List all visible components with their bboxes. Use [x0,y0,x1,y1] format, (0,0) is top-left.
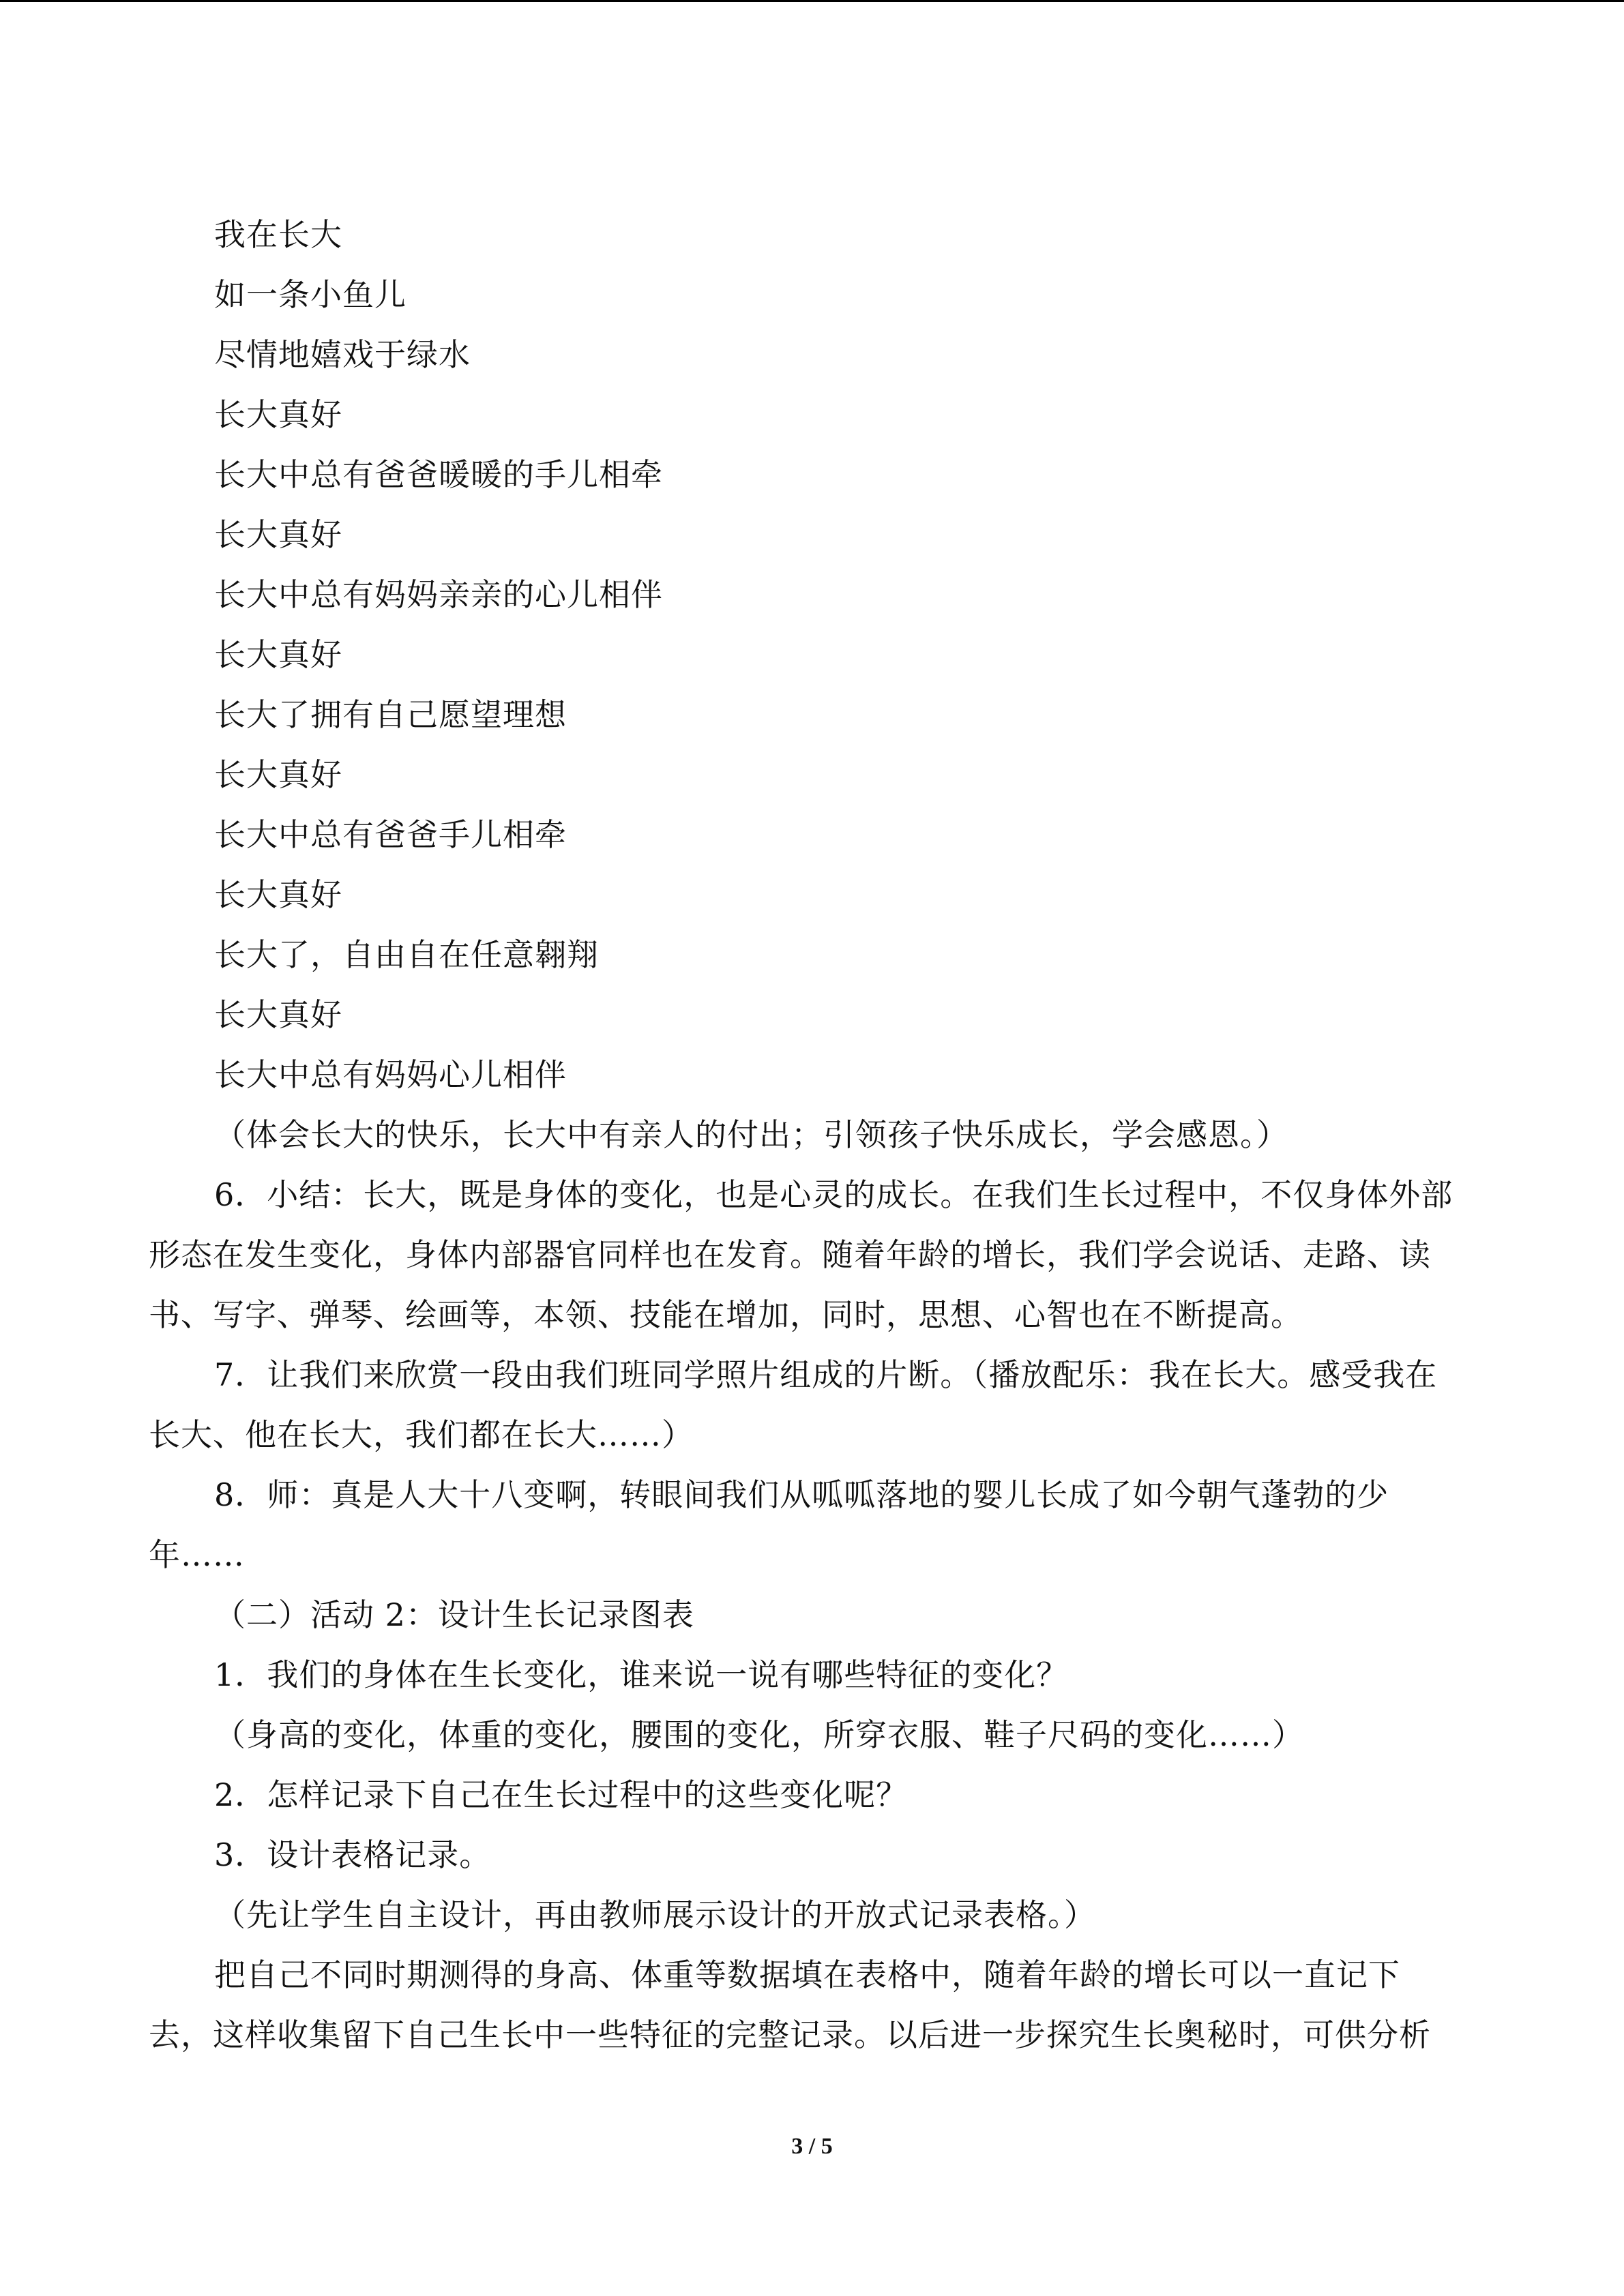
poem-line: 长大真好 [214,636,342,673]
poem-line: 长大真好 [214,876,342,913]
paragraph-line: 8．师：真是人大十八变啊，转眼间我们从呱呱落地的婴儿长成了如今朝气蓬勃的少 [214,1476,1389,1513]
paragraph-line: 年…… [149,1536,245,1573]
paragraph-line: （先让学生自主设计，再由教师展示设计的开放式记录表格。） [214,1896,1096,1933]
poem-line: 长大中总有爸爸手儿相牵 [214,816,567,853]
paragraph-line: （身高的变化，体重的变化，腰围的变化，所穿衣服、鞋子尺码的变化……） [214,1716,1304,1753]
document-body [149,205,1479,2065]
page-number: 3 / 5 [791,2134,833,2159]
poem-line: 长大中总有爸爸暖暖的手儿相牵 [214,456,663,493]
poem-line: 长大真好 [214,996,342,1033]
poem-line: 如一条小鱼儿 [214,276,407,313]
poem-line: 我在长大 [214,216,342,253]
paragraph-line: 1．我们的身体在生长变化，谁来说一说有哪些特征的变化？ [214,1656,1069,1693]
paragraph-line: 6．小结：长大，既是身体的变化，也是心灵的成长。在我们生长过程中，不仅身体外部 [214,1176,1453,1213]
poem-line: 长大真好 [214,756,342,793]
poem-line: 长大了，自由自在任意翱翔 [214,936,599,973]
paragraph-line: 形态在发生变化，身体内部器官同样也在发育。随着年龄的增长，我们学会说话、走路、读 [149,1236,1431,1273]
paragraph-line: 长大、他在长大，我们都在长大……） [149,1416,694,1453]
paragraph-line: 2．怎样记录下自己在生长过程中的这些变化呢？ [214,1776,909,1813]
top-border-rule [0,0,1624,2]
poem-line: 长大中总有妈妈亲亲的心儿相伴 [214,576,663,613]
poem-line: 长大真好 [214,396,342,433]
paragraph-line: 3．设计表格记录。 [214,1836,492,1873]
poem-line: 长大了拥有自己愿望理想 [214,696,567,733]
teaching-note: （体会长大的快乐，长大中有亲人的付出；引领孩子快乐成长，学会感恩。） [214,1116,1288,1153]
section-heading: （二）活动 2：设计生长记录图表 [214,1596,694,1633]
paragraph-line: 书、写字、弹琴、绘画等，本领、技能在增加，同时，思想、心智也在不断提高。 [149,1296,1303,1333]
poem-line: 长大真好 [214,516,342,553]
poem-line: 尽情地嬉戏于绿水 [214,336,471,373]
paragraph-line: 去，这样收集留下自己生长中一些特征的完整记录。以后进一步探究生长奥秘时，可供分析 [149,2016,1431,2053]
poem-line: 长大中总有妈妈心儿相伴 [214,1056,567,1093]
paragraph-line: 7．让我们来欣赏一段由我们班同学照片组成的片断。（播放配乐：我在长大。感受我在 [214,1356,1438,1393]
paragraph-line: 把自己不同时期测得的身高、体重等数据填在表格中，随着年龄的增长可以一直记下 [214,1956,1400,1993]
